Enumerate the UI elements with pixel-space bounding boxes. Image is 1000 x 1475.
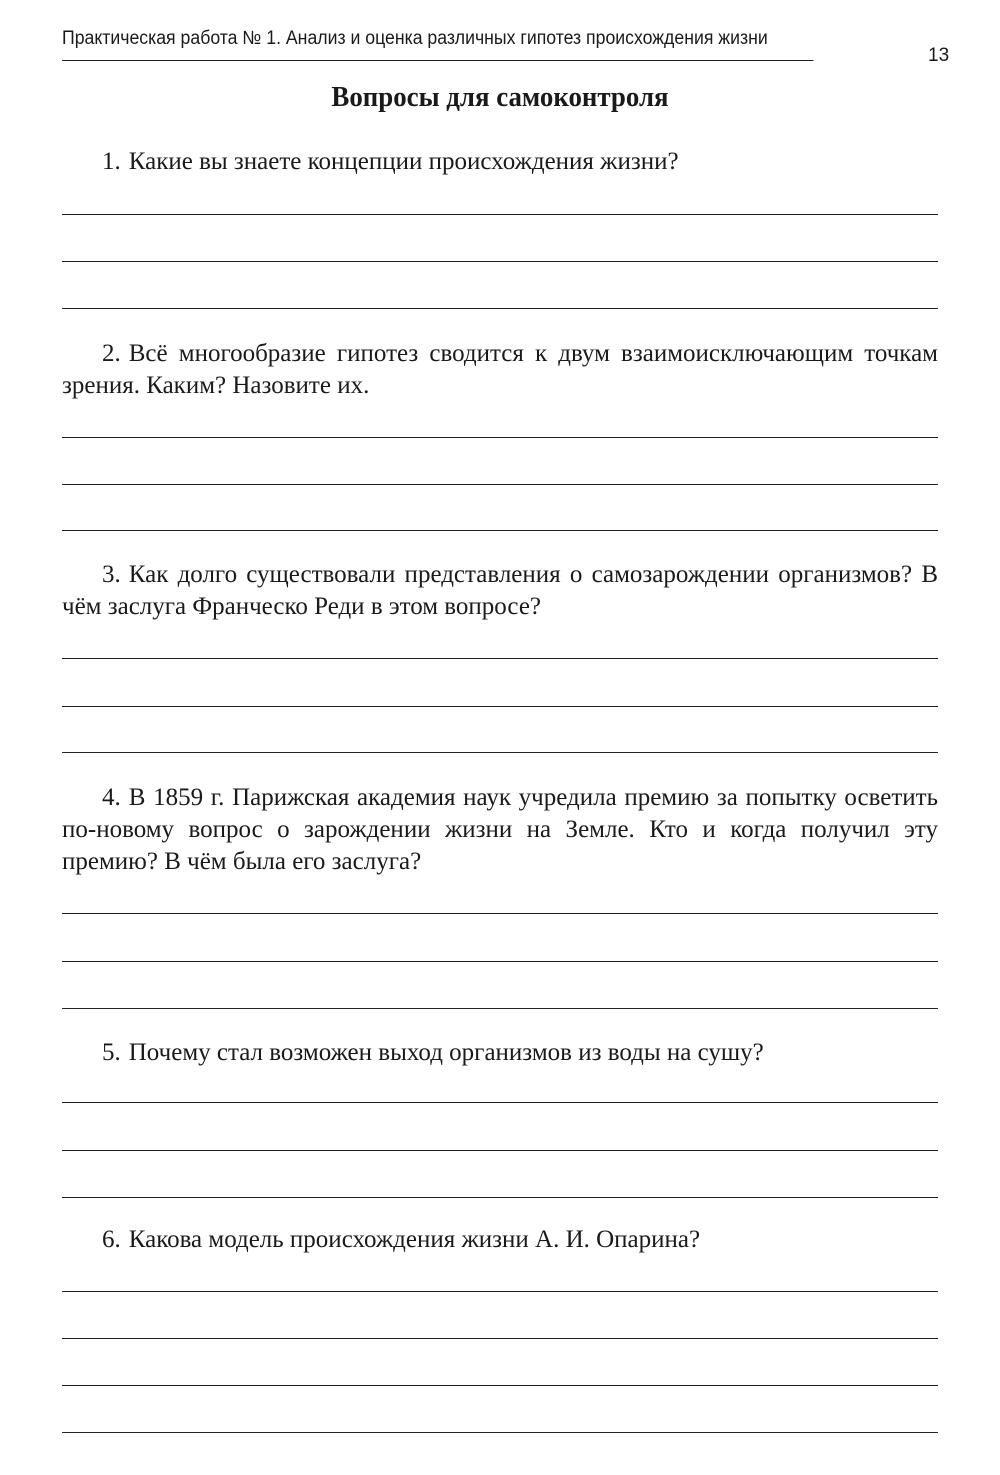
question-6 <box>62 1224 938 1256</box>
answer-line[interactable] <box>62 484 938 485</box>
question-2 <box>62 338 938 402</box>
answer-line[interactable] <box>62 1291 938 1292</box>
answer-line[interactable] <box>62 530 938 531</box>
question-number: 4. <box>102 784 121 811</box>
question-4 <box>62 782 938 878</box>
question-text: Какие вы знаете концепции происхождения жизни? <box>128 148 679 175</box>
question-text: Всё многообразие гипотез сводится к двум взаимоисключающим точкам зрения. Каким? Назовите их. <box>62 340 938 399</box>
answer-line[interactable] <box>62 658 938 659</box>
answer-line[interactable] <box>62 913 938 914</box>
answer-line[interactable] <box>62 437 938 438</box>
answer-line[interactable] <box>62 214 938 215</box>
answer-line[interactable] <box>62 706 938 707</box>
question-3 <box>62 559 938 623</box>
question-text: Почему стал возможен выход организмов из воды на сушу? <box>128 1039 764 1066</box>
question-text: Как долго существовали представления о самозарождении организмов? В чём заслуга Франческо Реди в этом вопросе? <box>62 561 938 620</box>
answer-line[interactable] <box>62 261 938 262</box>
question-number: 3. <box>102 561 121 588</box>
answer-line[interactable] <box>62 308 938 309</box>
answer-line[interactable] <box>62 1432 938 1433</box>
section-title: Вопросы для самоконтроля <box>331 82 669 113</box>
question-number: 6. <box>102 1226 121 1253</box>
answer-line[interactable] <box>62 1102 938 1103</box>
running-head: Практическая работа № 1. Анализ и оценка различных гипотез происхождения жизни <box>62 28 813 61</box>
answer-line[interactable] <box>62 1385 938 1386</box>
question-5 <box>62 1037 938 1069</box>
answer-line[interactable] <box>62 1150 938 1151</box>
question-1 <box>62 146 938 178</box>
answer-line[interactable] <box>62 1008 938 1009</box>
question-number: 2. <box>102 340 121 367</box>
question-number: 5. <box>102 1039 121 1066</box>
answer-line[interactable] <box>62 1197 938 1198</box>
answer-line[interactable] <box>62 1338 938 1339</box>
page-number: 13 <box>928 45 950 66</box>
question-text: Какова модель происхождения жизни А. И. Опарина? <box>128 1226 701 1253</box>
question-text: В 1859 г. Парижская академия наук учредила премию за попытку осветить по-новому вопрос о зарождении жизни на Земле. Кто и когда получил эту премию? В чём была его заслуга? <box>62 784 938 875</box>
question-number: 1. <box>102 148 121 175</box>
answer-line[interactable] <box>62 961 938 962</box>
answer-line[interactable] <box>62 752 938 753</box>
